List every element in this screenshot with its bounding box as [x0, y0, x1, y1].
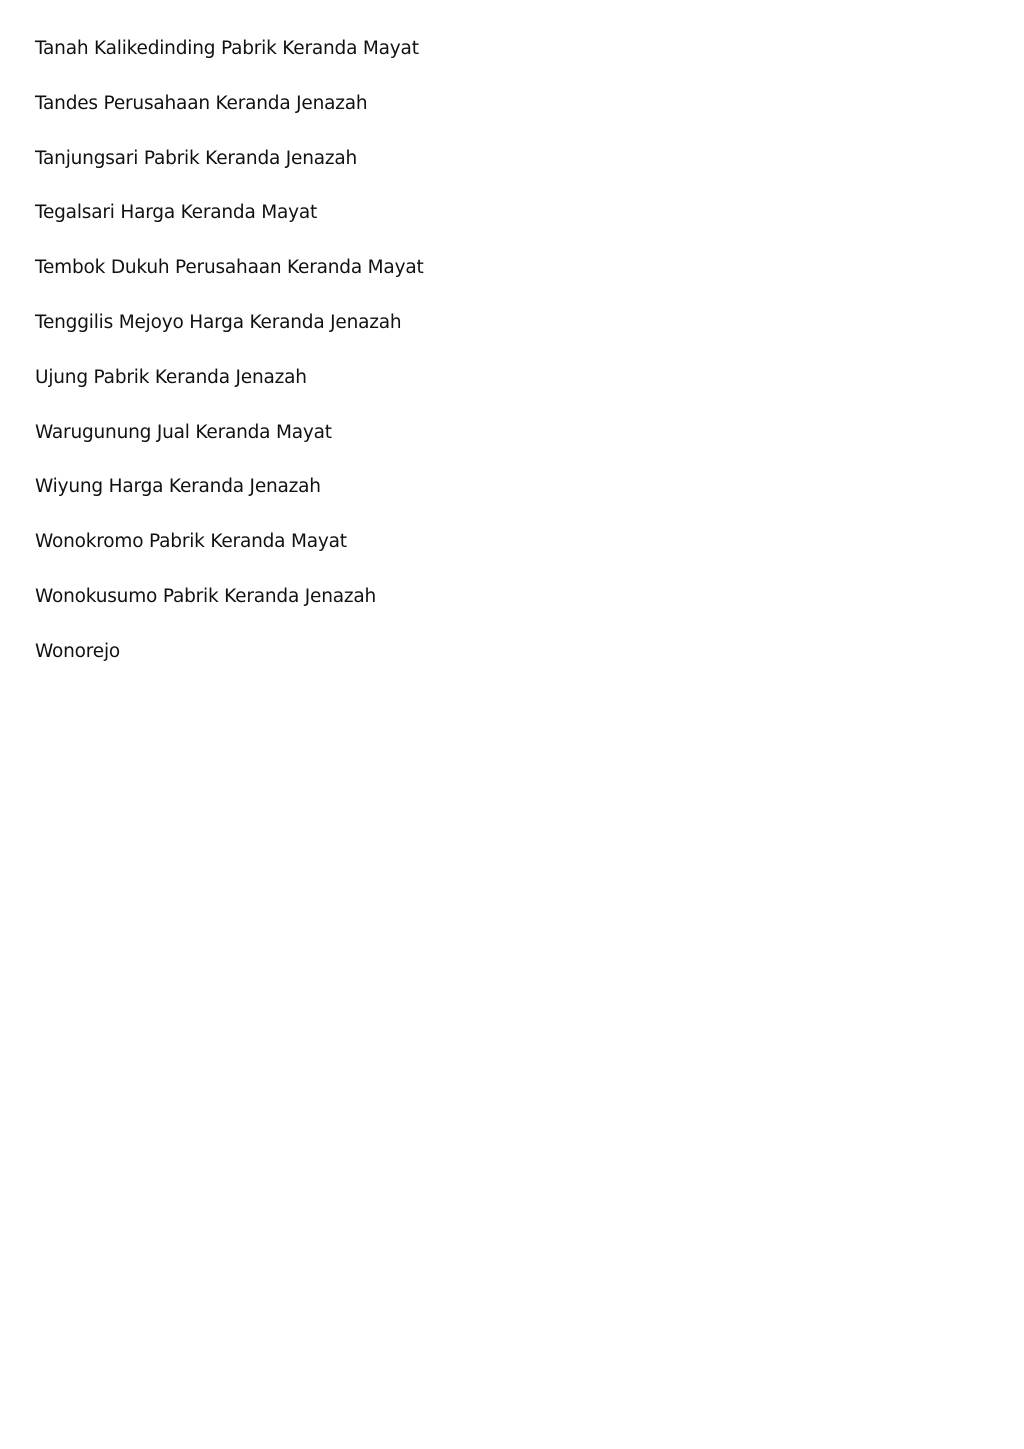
text-line: Wonorejo	[35, 640, 121, 662]
text-line: Tegalsari Harga Keranda Mayat	[35, 202, 318, 224]
text-line: Tenggilis Mejoyo Harga Keranda Jenazah	[35, 311, 402, 333]
text-line: Wiyung Harga Keranda Jenazah	[35, 476, 321, 498]
text-line: Ujung Pabrik Keranda Jenazah	[35, 366, 307, 388]
text-line: Wonokusumo Pabrik Keranda Jenazah	[35, 585, 377, 607]
text-lines	[35, 37, 424, 695]
text-line: Tandes Perusahaan Keranda Jenazah	[35, 92, 368, 114]
text-line: Warugunung Jual Keranda Mayat	[35, 421, 332, 443]
text-line: Tanjungsari Pabrik Keranda Jenazah	[35, 147, 358, 169]
text-line: Tembok Dukuh Perusahaan Keranda Mayat	[35, 257, 424, 279]
text-line: Wonokromo Pabrik Keranda Mayat	[35, 531, 347, 553]
text-line: Tanah Kalikedinding Pabrik Keranda Mayat	[35, 38, 419, 59]
